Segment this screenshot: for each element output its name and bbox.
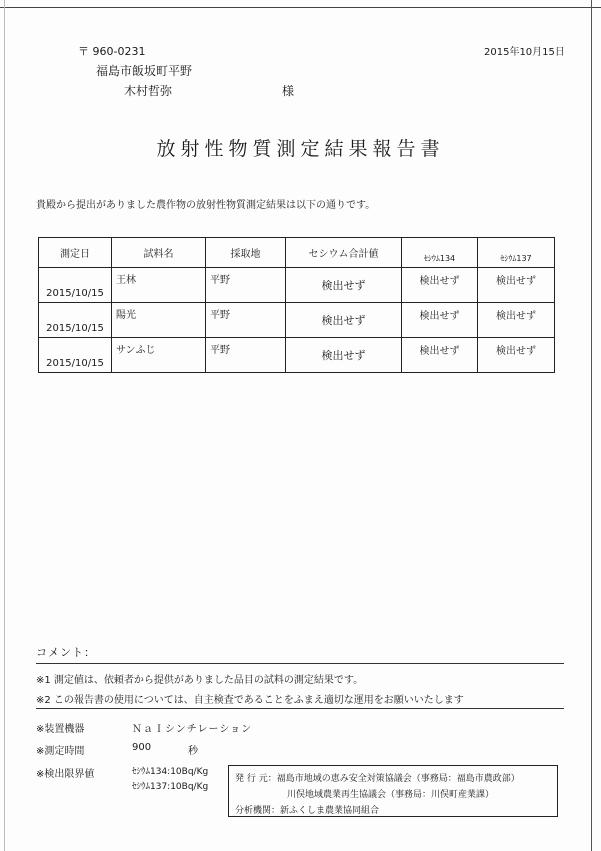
cell-total: 検出せず [286, 338, 402, 373]
time-value: 900 [132, 742, 152, 753]
cell-cs137: 検出せず [478, 303, 555, 338]
report-intro: 貴殿から提出がありました農作物の放射性物質測定結果は以下の通りです。 [36, 200, 376, 211]
cell-date: 2015/10/15 [39, 268, 112, 303]
device-value: ＮａＩシンチレーション [132, 724, 253, 735]
header-sample: 試料名 [112, 238, 206, 268]
table-header-row [39, 238, 555, 268]
notes-divider [36, 708, 564, 709]
header-total: セシウム合計値 [286, 238, 402, 268]
scan-edge-left [4, 0, 5, 851]
recipient-name: 木村哲弥 [124, 84, 173, 98]
issuer-box [228, 765, 558, 817]
recipient-address: 福島市飯坂町平野 [96, 64, 193, 78]
limit-label: ※検出限界値 [36, 769, 95, 780]
postal-code: 〒 960-0231 [78, 45, 146, 58]
results-table [38, 237, 555, 373]
limit-cs137: ｾｼｳﾑ137:10Bq/Kg [132, 782, 209, 792]
comment-divider [36, 663, 564, 664]
report-date: 2015年10月15日 [484, 47, 565, 58]
device-label: ※装置機器 [36, 724, 85, 735]
table-row [39, 268, 555, 303]
cell-date: 2015/10/15 [39, 303, 112, 338]
cell-sample: 陽光 [112, 303, 206, 338]
cell-cs137: 検出せず [478, 338, 555, 373]
issuer-line-2: 川俣地域農業再生協議会（事務局：川俣町産業課） [287, 790, 495, 800]
cell-place: 平野 [206, 268, 286, 303]
recipient-honorific: 様 [282, 84, 295, 98]
cell-place: 平野 [206, 338, 286, 373]
issuer-line-3: 分析機関：新ふくしま農業協同組合 [235, 806, 380, 816]
time-label: ※測定時間 [36, 746, 85, 757]
limit-cs134: ｾｼｳﾑ134:10Bq/Kg [132, 767, 209, 777]
report-title: 放射性物質測定結果報告書 [156, 138, 445, 160]
table-row [39, 303, 555, 338]
cell-cs134: 検出せず [402, 268, 478, 303]
comment-label: コメント： [36, 646, 96, 659]
header-date: 測定日 [39, 238, 112, 268]
cell-sample: 王林 [112, 268, 206, 303]
header-cs134: ｾｼｳﾑ134 [402, 238, 478, 268]
time-unit: 秒 [188, 746, 198, 757]
cell-place: 平野 [206, 303, 286, 338]
header-place: 採取地 [206, 238, 286, 268]
header-cs137: ｾｼｳﾑ137 [478, 238, 555, 268]
cell-cs137: 検出せず [478, 268, 555, 303]
cell-total: 検出せず [286, 303, 402, 338]
note-1: ※1 測定値は、依頼者から提供がありました品目の試料の測定結果です。 [36, 675, 364, 686]
scan-edge-right [591, 0, 592, 851]
cell-cs134: 検出せず [402, 303, 478, 338]
cell-cs134: 検出せず [402, 338, 478, 373]
cell-date: 2015/10/15 [39, 338, 112, 373]
cell-total: 検出せず [286, 268, 402, 303]
issuer-line-1: 発 行 元：福島市地域の恵み安全対策協議会（事務局：福島市農政部） [235, 774, 520, 784]
table-row [39, 338, 555, 373]
note-2: ※2 この報告書の使用については、自主検査であることをふまえ適切な運用をお願いいたします [36, 695, 464, 706]
cell-sample: サンふじ [112, 338, 206, 373]
scan-edge-top [0, 7, 601, 8]
